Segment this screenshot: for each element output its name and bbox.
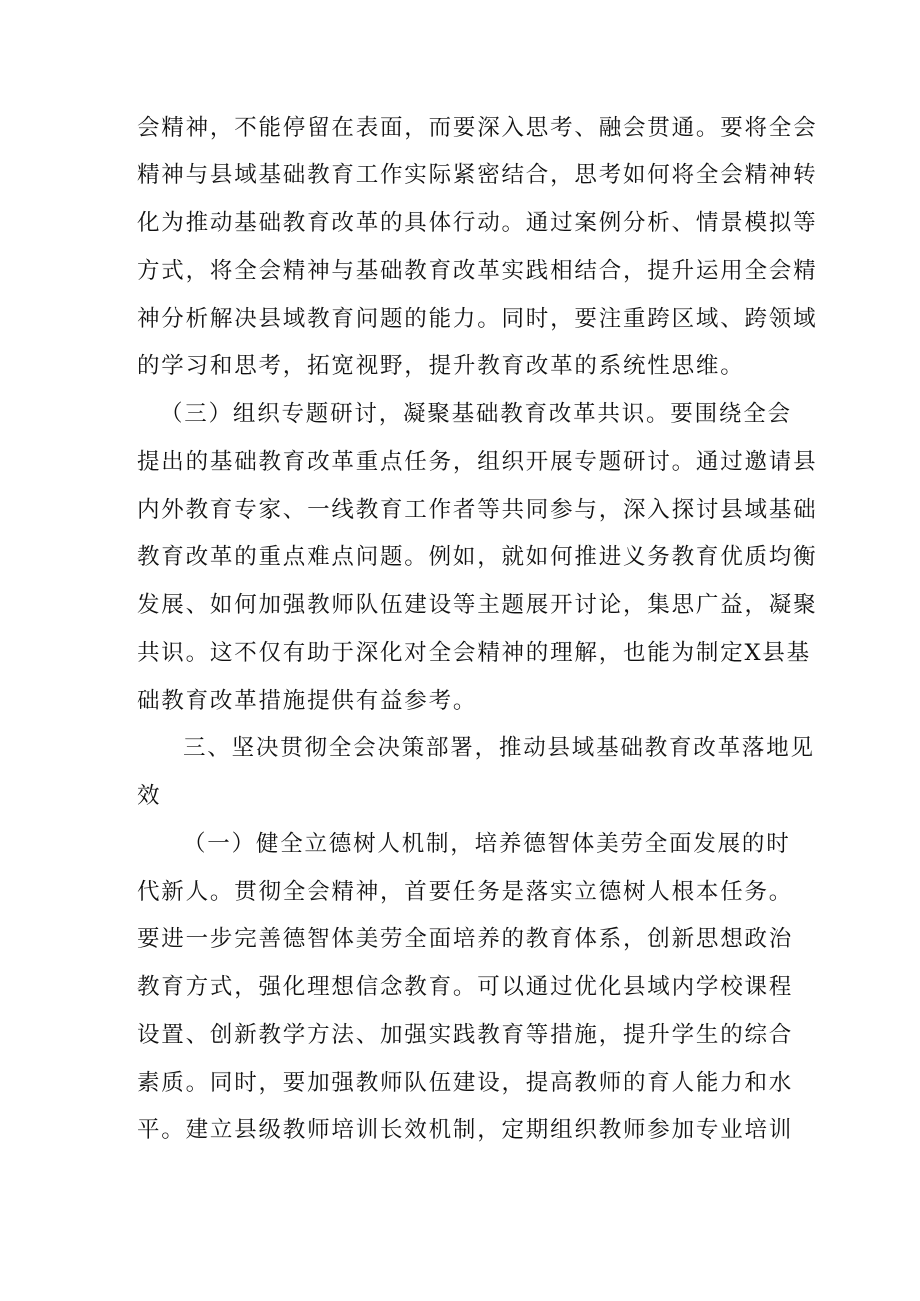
section-heading: （一）健全立德树人机制，培养德智体美劳全面发展的时 — [183, 831, 791, 857]
text-line: 础教育改革措施提供有益参考。 — [137, 688, 478, 714]
text-line: 素质。同时，要加强教师队伍建设，提高教师的育人能力和水 — [137, 1070, 794, 1096]
text-line: 神分析解决县域教育问题的能力。同时，要注重跨区域、跨领域 — [137, 306, 818, 332]
text-line: 方式，将全会精神与基础教育改革实践相结合，提升运用全会精 — [137, 258, 818, 284]
text-line: 代新人。贯彻全会精神，首要任务是落实立德树人根本任务。 — [137, 879, 794, 905]
text-line: 精神与县域基础教育工作实际紧密结合，思考如何将全会精神转 — [137, 162, 818, 188]
text-line: 内外教育专家、一线教育工作者等共同参与，深入探讨县域基础 — [137, 497, 818, 523]
text-line: 的学习和思考，拓宽视野，提升教育改革的系统性思维。 — [137, 353, 745, 379]
text-line: 要进一步完善德智体美劳全面培养的教育体系，创新思想政治 — [137, 926, 794, 952]
text-line: 发展、如何加强教师队伍建设等主题展开讨论，集思广益，凝聚 — [137, 592, 818, 618]
text-line: 化为推动基础教育改革的具体行动。通过案例分析、情景模拟等 — [137, 210, 818, 236]
section-heading: （三）组织专题研讨，凝聚基础教育改革共识。要围绕全会 — [160, 401, 792, 427]
chapter-heading-continuation: 效 — [137, 783, 162, 809]
text-line: 提出的基础教育改革重点任务，组织开展专题研讨。通过邀请县 — [137, 449, 818, 475]
text-line: 教育改革的重点难点问题。例如，就如何推进义务教育优质均衡 — [137, 544, 818, 570]
text-line: 设置、创新教学方法、加强实践教育等措施，提升学生的综合 — [137, 1022, 794, 1048]
text-line: 平。建立县级教师培训长效机制，定期组织教师参加专业培训 — [137, 1117, 794, 1143]
chapter-heading: 三、坚决贯彻全会决策部署，推动县域基础教育改革落地见 — [183, 735, 815, 761]
text-line: 共识。这不仅有助于深化对全会精神的理解，也能为制定X县基 — [137, 640, 811, 666]
text-line: 会精神，不能停留在表面，而要深入思考、融会贯通。要将全会 — [137, 115, 818, 141]
text-line: 教育方式，强化理想信念教育。可以通过优化县域内学校课程 — [137, 974, 794, 1000]
